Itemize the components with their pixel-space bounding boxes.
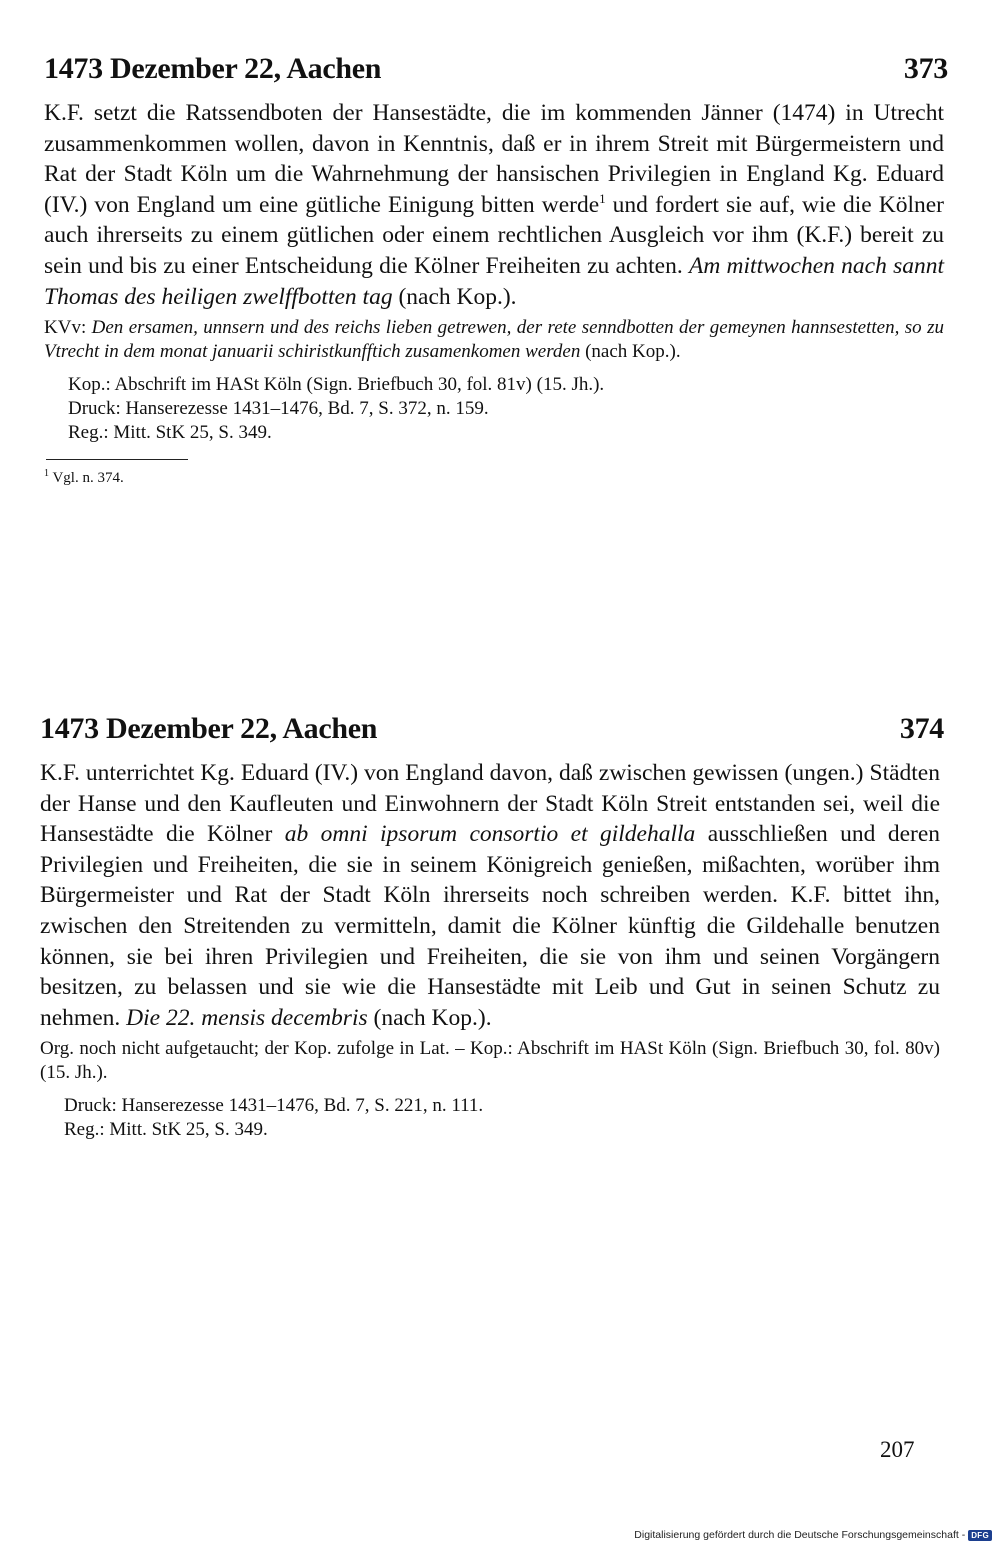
regest-text [44, 98, 944, 312]
source-line: Kop.: Abschrift im HASt Köln (Sign. Briefbuch 30, fol. 81v) (15. Jh.). [68, 374, 605, 396]
footnote-mark: 1 [44, 468, 49, 480]
regest-text [40, 758, 940, 1033]
source-list [64, 1094, 940, 1142]
entry-date-place: 1473 Dezember 22, Aachen [40, 712, 378, 745]
regest-date-formula: Am mittwochen nach sannt Thomas des heiligen zwelffbotten tag [44, 252, 944, 310]
source-line: Druck: Hanserezesse 1431–1476, Bd. 7, S. 221, n. 111. [64, 1095, 484, 1117]
regest-text-part: und fordert sie auf, wie die Kölner auch ihrerseits zu einem gütlichen oder einem rechtlichen Ausgleich vor ihm (K.F.) bereit zu sein und bis zu einer Entscheidung die Kölner Freiheiten zu achten. [44, 191, 944, 279]
regest-text-part: K.F. setzt die Ratssendboten der Hansestädte, die im kommenden Jänner (1474) in Utrecht zusammenkommen wollen, davon in Kenntnis, daß er in ihrem Streit mit Bürgermeistern und Rat der Stadt Köln um die Wahrnehmung der hansischen Privilegien in England Kg. Eduard (IV.) von England um eine gütliche Einigung bitten werde [44, 100, 944, 218]
regest-date-suffix: (nach Kop.). [392, 283, 517, 310]
apparatus-suffix: (nach Kop.). [580, 341, 681, 363]
regest-date-suffix: (nach Kop.). [367, 1004, 492, 1031]
page-number: 207 [880, 1437, 915, 1462]
entry-373 [44, 52, 948, 487]
address-apparatus [44, 316, 944, 364]
footnote-reference: 1 [599, 190, 606, 206]
regest-date-formula: Die 22. mensis decembris [126, 1004, 368, 1031]
regest-quote: ab omni ipsorum consortio et gildehalla [284, 821, 696, 848]
entry-374 [40, 712, 944, 1142]
entry-number: 373 [903, 52, 948, 85]
regest-text-part: K.F. unterrichtet Kg. Eduard (IV.) von England davon, daß zwischen gewissen (ungen.) Städten der Hanse und den Kaufleuten und Einwohnern der Stadt Köln Streit entstanden sei, weil die Hansestädte die Kölner [40, 760, 940, 848]
source-line: Druck: Hanserezesse 1431–1476, Bd. 7, S. 372, n. 159. [68, 398, 489, 420]
entry-heading [44, 52, 948, 86]
footnote-divider [46, 459, 188, 460]
source-line: Reg.: Mitt. StK 25, S. 349. [64, 1119, 268, 1141]
apparatus-italic: Den ersamen, unnsern und des reichs lieben getrewen, der rete senndbotten der gemeynen hannsestetten, so zu Vtrecht in dem monat januarii schiristkunfftich zusamenkomen werden [44, 317, 944, 363]
dfg-logo: DFG [968, 1530, 992, 1541]
source-line: Reg.: Mitt. StK 25, S. 349. [68, 422, 272, 444]
entry-date-place: 1473 Dezember 22, Aachen [44, 52, 382, 85]
transmission-apparatus: Org. noch nicht aufgetaucht; der Kop. zufolge in Lat. – Kop.: Abschrift im HASt Köln (Sign. Briefbuch 30, fol. 80v) (15. Jh.). [40, 1038, 940, 1084]
regest-text-part: ausschließen und deren Privilegien und Freiheiten, die sie in seinem Königreich genießen, mißachten, worüber ihm Bürgermeister und Rat der Stadt Köln ihrerseits noch schreiben werden. K.F. bittet ihn, zwischen den Streitenden zu vermitteln, damit die Kölner künftig die Gildehalle benutzen können, sie bei ihren Privilegien und Freiheiten, die sie von ihm und seinen Vorgängern besitzen, zu belassen und sie wie die Hansestädte mit Leib und Gut in seinen Schutz zu nehmen. [40, 821, 941, 1031]
apparatus-prefix: KVv: [44, 317, 92, 339]
entry-number: 374 [899, 712, 944, 745]
source-list [68, 373, 944, 445]
entry-heading [40, 712, 944, 746]
digitization-note-text: Digitalisierung gefördert durch die Deutsche Forschungsgemeinschaft - [634, 1529, 966, 1541]
footnote-text: Vgl. n. 374. [49, 470, 124, 487]
footnote [44, 468, 944, 487]
digitization-note [634, 1529, 992, 1541]
